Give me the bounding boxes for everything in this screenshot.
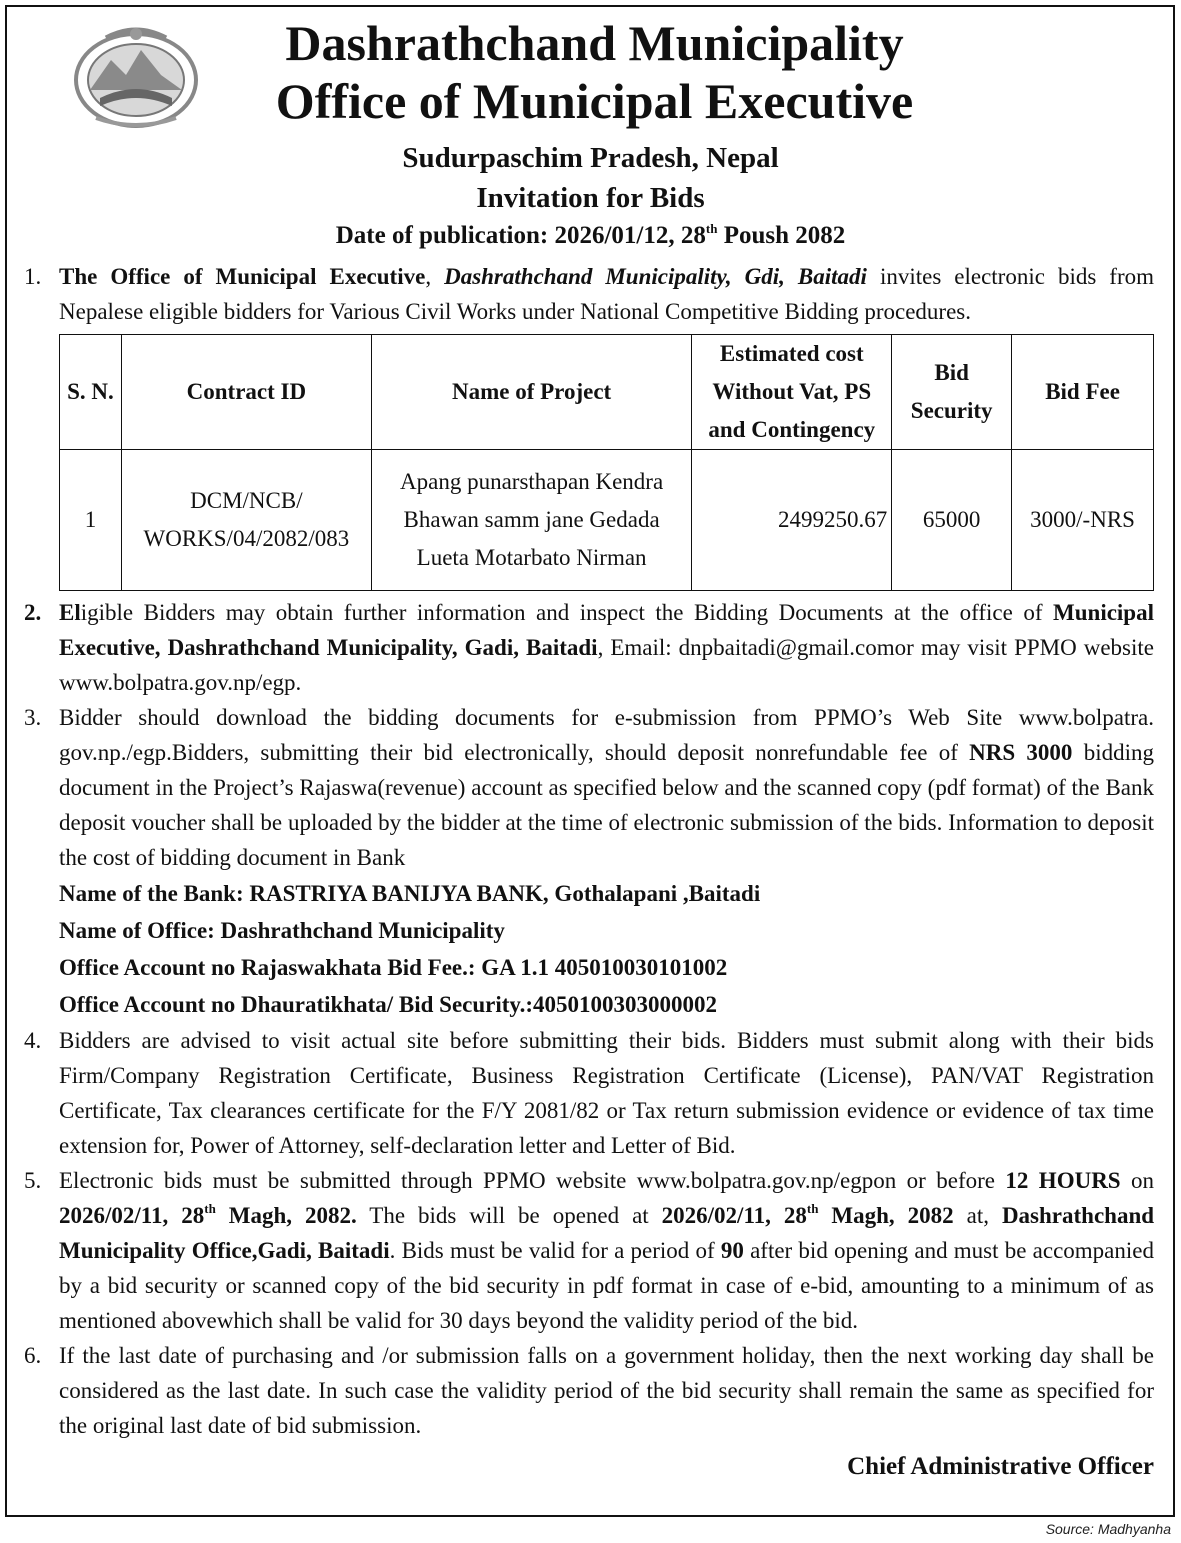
clause-4-text: Bidders are advised to visit actual site before submitting their bids. Bidders must submit along with their bids Firm/Company Registration Certificate, Business Registration Certificate (License), PAN/VAT Registration Certificate, Tax clearances certificate for the F/Y 2081/82 or Tax return submission evidence or evidence of tax time extension for, Power of Attorney, self-declaration letter and Letter of Bid. xyxy=(59,1028,1154,1158)
cell-project-line: Bhawan samm jane Gedada xyxy=(403,507,660,532)
clause-number: 1. xyxy=(24,264,42,289)
clause-number: 3. xyxy=(24,705,42,730)
bank-account-security: Office Account no Dhauratikhata/ Bid Security.:4050100303000002 xyxy=(59,992,718,1017)
cell-project-line: Lueta Motarbato Nirman xyxy=(416,545,647,570)
municipality-title: Dashrathchand Municipality xyxy=(285,15,904,71)
cell-security: 65000 xyxy=(892,450,1012,591)
clause-5-text: Electronic bids must be submitted through PPMO website www.bolpatra.gov.np/egpon or before xyxy=(59,1168,1006,1193)
clause-3-fee: NRS 3000 xyxy=(969,740,1073,765)
office-title: Office of Municipal Executive xyxy=(275,73,914,129)
cell-project-line: Apang punarsthapan Kendra xyxy=(400,469,664,494)
cell-contract-line: WORKS/04/2082/083 xyxy=(143,526,350,551)
clause-5-text: The bids will be opened at xyxy=(356,1203,662,1228)
clause-5-validity: 90 xyxy=(720,1238,744,1263)
cell-project xyxy=(371,450,692,591)
header-cost-line: Estimated cost xyxy=(719,341,864,366)
signature: Chief Administrative Officer xyxy=(847,1453,1154,1480)
clause-1-municipality: Dashrathchand Municipality, Gdi, Baitadi xyxy=(444,264,867,289)
header-cost-line: and Contingency xyxy=(708,417,876,442)
clause-3-text: Bidder should download the bidding documents for e-submission from PPMO’s Web Site www.bolpatra. gov.np./egp.Bidders, submitting their bid electronically, should deposit nonrefundable fee of xyxy=(59,705,1154,765)
header-fee: Bid Fee xyxy=(1012,335,1154,450)
clause-3-text-cont: bidding document in the Project’s Rajaswa(revenue) account as specified below and the scanned copy (pdf format) of the Bank deposit voucher shall be uploaded by the bidder at the time of electronic submission of the bids. Information to deposit the cost of bidding document in Bank xyxy=(59,740,1154,870)
clause-5-deadline-time: 12 HOURS xyxy=(1005,1168,1121,1193)
notice-header xyxy=(0,14,1181,254)
table-row xyxy=(60,450,1154,591)
bank-name: Name of the Bank: RASTRIYA BANIJYA BANK, Gothalapani ,Baitadi xyxy=(59,881,761,906)
clause-number: 2. xyxy=(24,600,42,625)
clause-number: 5. xyxy=(24,1168,42,1193)
header-cost xyxy=(692,335,892,450)
clause-number: 6. xyxy=(24,1343,42,1368)
clause-4 xyxy=(24,1023,1154,1163)
clause-5-text: at, xyxy=(953,1203,1002,1228)
clause-5 xyxy=(24,1163,1154,1338)
header-contract-id: Contract ID xyxy=(121,335,371,450)
clause-5-opening-date: 2026/02/11, 28 xyxy=(661,1203,807,1228)
clause-1-office: The Office of Municipal Executive xyxy=(59,264,426,289)
notice-body xyxy=(24,259,1154,1485)
publication-date-text: Date of publication: 2026/01/12, 28 xyxy=(335,222,706,249)
header-security-line: Security xyxy=(910,398,993,423)
cell-contract-line: DCM/NCB/ xyxy=(190,488,303,513)
header-security-line: Bid xyxy=(934,360,969,385)
header-security xyxy=(892,335,1012,450)
clause-3 xyxy=(24,700,1154,875)
publication-date-month: Poush 2082 xyxy=(717,222,846,249)
header-cost-line: Without Vat, PS xyxy=(712,379,872,404)
clause-5-text: . Bids must be valid for a period of xyxy=(389,1238,721,1263)
clause-5-text: after bid opening and must be accompanied by a bid security or scanned copy of the bid security in pdf format in case of e-bid, amounting to a minimum of as mentioned abovewhich shall be valid for 30 days beyond the validity period of the bid. xyxy=(59,1238,1154,1333)
cell-cost: 2499250.67 xyxy=(692,450,892,591)
source-credit: Source: Madhyanha xyxy=(1045,1521,1171,1537)
bank-account-fee: Office Account no Rajaswakhata Bid Fee.: GA 1.1 405010030101002 xyxy=(59,955,728,980)
clause-1-text: invites electronic bids from Nepalese eligible bidders for Various Civil Works under National Competitive Bidding procedures. xyxy=(59,264,1155,324)
header-sn: S. N. xyxy=(60,335,122,450)
clause-5-text: on xyxy=(1120,1168,1155,1193)
notice-type-title: Invitation for Bids xyxy=(476,182,705,214)
bids-table xyxy=(59,334,1154,591)
clause-2-office: Municipal Executive, Dashrathchand Municipality, Gadi, Baitadi xyxy=(59,600,1154,660)
cell-fee: 3000/-NRS xyxy=(1012,450,1154,591)
clause-5-ordinal: th xyxy=(806,1201,819,1216)
header-project: Name of Project xyxy=(371,335,692,450)
cell-sn: 1 xyxy=(60,450,122,591)
table-header-row xyxy=(60,335,1154,450)
publication-date-ordinal: th xyxy=(705,221,718,236)
clause-1-separator: , xyxy=(425,264,445,289)
clause-5-ordinal: th xyxy=(204,1201,216,1216)
publication-date xyxy=(0,218,1181,254)
region-title: Sudurpaschim Pradesh, Nepal xyxy=(402,142,779,174)
clause-2-lead: El xyxy=(59,600,81,625)
clause-5-deadline-date: 2026/02/11, 28 xyxy=(59,1203,205,1228)
clause-5-opening-place: Dashrathchand Municipality Office,Gadi, Baitadi xyxy=(59,1203,1155,1263)
clause-5-deadline-month: Magh, 2082. xyxy=(215,1203,357,1228)
clause-2-contact: , Email: dnpbaitadi@gmail.comor may visit PPMO website www.bolpatra.gov.np/egp. xyxy=(59,635,1154,695)
clause-1 xyxy=(24,259,1154,329)
cell-contract-id xyxy=(121,450,371,591)
clause-2-text: igible Bidders may obtain further information and inspect the Bidding Documents at the office of xyxy=(80,600,1054,625)
clause-number: 4. xyxy=(24,1028,42,1053)
clause-6 xyxy=(24,1338,1154,1443)
clause-6-text: If the last date of purchasing and /or submission falls on a government holiday, then the next working day shall be considered as the last date. In such case the validity period of the bid security shall remain the same as specified for the original last date of bid submission. xyxy=(59,1343,1154,1438)
clause-2 xyxy=(24,595,1154,700)
clause-5-opening-month: Magh, 2082 xyxy=(818,1203,954,1228)
bank-office-name: Name of Office: Dashrathchand Municipality xyxy=(59,918,505,943)
